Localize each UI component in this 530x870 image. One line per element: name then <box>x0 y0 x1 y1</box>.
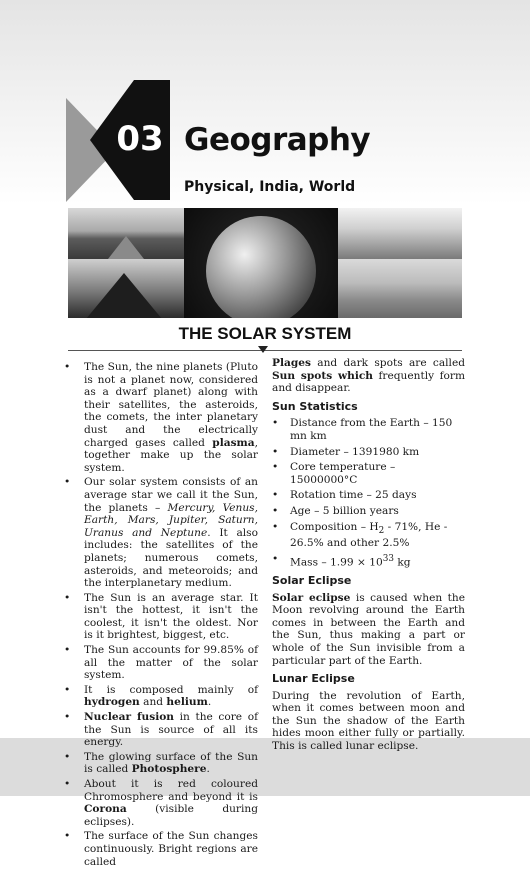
solar-eclipse-paragraph: Solar eclipse is caused when the Moon revolving around the Earth comes in between the Earth and the Sun, thus making a part or whole of the Sun invisible from a particular part of the Earth. <box>272 591 465 667</box>
chapter-subtitle: Physical, India, World <box>184 179 356 195</box>
list-item: • The Sun accounts for 99.85% of all the matter of the solar system. <box>64 644 258 682</box>
list-item: • Composition – $H_2 - 71\%$, He - 26.5% and other 2.5% <box>272 521 465 550</box>
list-item: • The Sun, the nine planets (Pluto is not a planet now, considered as a dwarf planet) along with their satellites, the asteroids, the comets, the inter planetary dust and the electrically charged gases called plasma, together make up the solar system. <box>64 361 258 474</box>
list-item: • Core temperature – 15000000°C <box>272 461 465 486</box>
list-item: • The surface of the Sun changes continuously. Bright regions are called <box>64 830 258 868</box>
section-arrow-icon <box>258 346 268 353</box>
photo-desert <box>338 208 462 259</box>
photo-road <box>68 208 184 259</box>
list-item: • Age – 5 billion years <box>272 505 465 518</box>
list-item: • It is composed mainly of hydrogen and helium. <box>64 684 258 709</box>
plages-paragraph: Plages and dark spots are called Sun spots which frequently form and disappear. <box>272 357 465 395</box>
section-title: THE SOLAR SYSTEM <box>178 324 352 343</box>
solar-eclipse-heading: Solar Eclipse <box>272 573 352 587</box>
list-item: • Mass – $1.99 \times 10^{33}$ kg <box>272 553 465 569</box>
chapter-number: 03 <box>116 119 164 159</box>
list-item: • About it is red coloured Chromosphere and beyond it is Corona (visible during eclipses). <box>64 778 258 828</box>
list-item: • Our solar system consists of an average star we call it the Sun, the planets – Mercury, Venus, Earth, Mars, Jupiter, Saturn, Uranus and Neptune. It also includes: the satellites of the planets; numerous comets, asteroids, and meteoroids; and the interplanetary medium. <box>64 476 258 589</box>
list-item: • Nuclear fusion in the core of the Sun is source of all its energy. <box>64 711 258 749</box>
sun-statistics-heading: Sun Statistics <box>272 399 358 413</box>
lunar-eclipse-paragraph: During the revolution of Earth, when it comes between moon and the Sun the shadow of the Earth hides moon either fully or partially. This is called lunar eclipse. <box>272 689 465 753</box>
left-column <box>64 361 258 870</box>
list-item: • Distance from the Earth – 150 mn km <box>272 417 465 442</box>
sun-statistics-list <box>272 417 465 569</box>
solar-system-list <box>64 361 258 868</box>
right-column <box>272 357 465 753</box>
photo-earth <box>184 208 338 318</box>
photo-city <box>338 259 462 318</box>
photo-volcano <box>68 259 184 318</box>
list-item: • The glowing surface of the Sun is called Photosphere. <box>64 751 258 776</box>
chapter-title: Geography <box>184 122 371 158</box>
list-item: • Diameter – 1391980 km <box>272 446 465 459</box>
list-item: • The Sun is an average star. It isn't the hottest, it isn't the coolest, it isn't the oldest. Nor is it brightest, biggest, etc. <box>64 592 258 642</box>
lunar-eclipse-heading: Lunar Eclipse <box>272 672 355 686</box>
list-item: • Rotation time – 25 days <box>272 489 465 502</box>
earth-globe-icon <box>206 216 316 318</box>
